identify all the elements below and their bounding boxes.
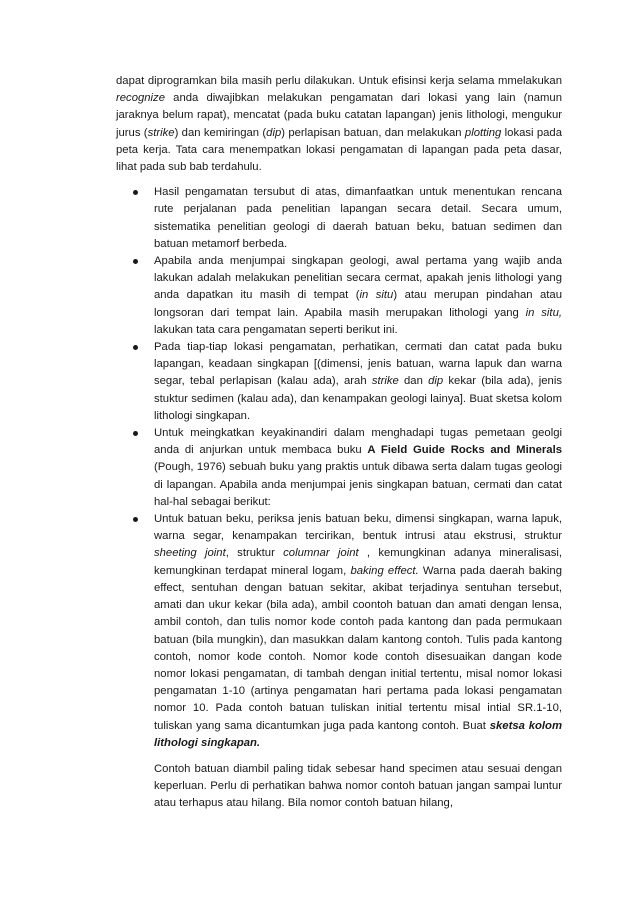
italic-text: columnar joint [283,547,359,560]
text-run: Untuk batuan beku, periksa jenis batuan beku, dimensi singkapan, warna lapuk, warna segar, kenampakan tercirikan, bentuk intrusi atau ekstrusi, struktur [154,513,562,543]
italic-text: dip [266,126,282,139]
bold-text: A Field Guide Rocks and Minerals [367,444,562,457]
bullet-item [116,339,562,425]
bullet-item [116,511,562,752]
italic-text: baking effect. [350,564,419,577]
italic-text: dip [428,375,444,388]
document-body [116,73,562,813]
intro-paragraph [116,73,562,176]
text-run: ) atau merupan pindahan atau longsoran dari tempat lain. Apabila masih merupakan lithologi yang [154,289,562,319]
bullet-item [116,184,562,253]
bullet-icon [133,345,138,350]
bullet-text [154,513,562,749]
italic-text: plotting [464,126,502,139]
italic-text: sheeting joint [154,547,226,560]
bullet-text [154,186,562,250]
bullet-text [154,341,562,422]
text-run: anda diwajibkan melakukan pengamatan dari lokasi yang lain (namun jaraknya belum rapat), mencatat (pada buku catatan lapangan) jenis lithologi, mengukur jurus ( [116,92,562,139]
text-run: , struktur [225,547,284,560]
italic-text: strike [147,126,175,139]
bullet-icon [133,259,138,264]
continuation-paragraph [116,761,562,813]
text-run: Warna pada daerah baking effect, sentuhan dengan batuan sekitar, akibat terjadinya sentuhan tersebut, amati dan ukur kekar (bila ada), ambil coontoh batuan dan amati dengan lensa, ambil contoh, dan tulis nomor kode contoh pada kantong dan pada permukaan batuan (bila mungkin), dan masukkan dalam kantong contoh. Tulis pada kantong contoh, nomor kode contoh. Nomor kode contoh disesuaikan dangan kode nomor lokasi pengamatan, di tambah dengan initial tertentu, misal nomor lokasi pengamatan 1-10 (artinya pengamatan hari pertama pada lokasi pengamatan nomor 10. Pada contoh batuan tuliskan initial tertentu misal intial SR.1-10, tuliskan yang sama dicantumkan juga pada kantong contoh. Buat [154,564,563,732]
text-run: lokasi pada peta kerja. Tata cara menempatkan lokasi pengamatan di lapangan pada peta dasar, lihat pada sub bab terdahulu. [116,126,562,174]
bullet-icon [133,431,138,436]
text-run: Hasil pengamatan tersubut di atas, dimanfaatkan untuk menentukan rencana rute perjalanan pada penelitian lapangan secara detail. Secara umum, sistematika penelitian geologi di daerah batuan beku, batuan sedimen dan batuan metamorf berbeda. [154,186,562,250]
bullet-item [116,253,562,339]
text-run: dapat diprogramkan bila masih perlu dilakukan. Untuk efisinsi kerja selama mmelakukan [116,75,562,87]
text-run: Apabila anda menjumpai singkapan geologi, awal pertama yang wajib anda lakukan adalah melakukan penelitian secara cermat, apakah jenis lithologi yang anda dapatkan itu masih di tempat ( [154,255,562,302]
text-run: Untuk meingkatkan keyakinandiri dalam menghadapi tugas pemetaan geolgi anda di anjurkan untuk membaca buku [154,427,562,457]
bullet-icon [133,190,138,195]
bullet-item [116,425,562,511]
text-run: , kemungkinan adanya mineralisasi, kemungkinan terdapat mineral logam, [154,547,562,577]
text-run: (Pough, 1976) sebuah buku yang praktis untuk dibawa serta dalam tugas geologi di lapangan. Apabila anda menjumpai jenis singkapan batuan, cermati dan catat hal-hal sebagai berikut: [154,461,562,508]
text-run: Pada tiap-tiap lokasi pengamatan, perhatikan, cermati dan catat pada buku lapangan, keadaan singkapan [(dimensi, jenis batuan, warna lapuk dan warna segar, tebal perlapisan (kalau ada), arah [154,341,562,388]
text-run: lakukan tata cara pengamatan seperti berikut ini. [154,323,398,336]
text-run: dan [398,375,429,388]
italic-text: strike [371,375,399,388]
text-run: ) perlapisan batuan, dan melakukan [281,126,465,139]
bullet-text [154,427,562,508]
bullet-list [116,184,562,752]
text-run: kekar (bila ada), jenis stuktur sedimen (kalau ada), dan kenampakan geologi lainya]. Buat sketsa kolom lithologi singkapan. [154,375,562,422]
bullet-text [154,255,562,336]
bullet-icon [133,517,138,522]
bold-text: sketsa kolom lithologi singkapan. [154,719,562,749]
text-run: Contoh batuan diambil paling tidak sebesar hand specimen atau sesuai dengan keperluan. Perlu di perhatikan bahwa nomor contoh batuan jangan sampai luntur atau terhapus atau hilang. Bila nomor contoh batuan hilang, [154,762,562,810]
italic-text: in situ [359,289,394,302]
italic-text: in situ, [525,306,562,319]
text-run: ) dan kemiringan ( [174,126,267,139]
italic-text: recognize [116,92,165,105]
